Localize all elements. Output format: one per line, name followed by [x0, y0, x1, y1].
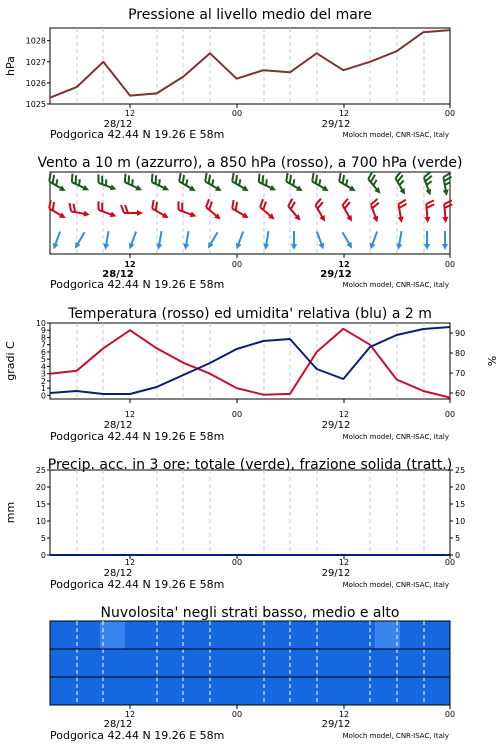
x-tick-label: 12 — [124, 558, 136, 567]
x-tick-label: 00 — [231, 558, 243, 567]
location-label: Podgorica 42.44 N 19.26 E 58m — [50, 278, 225, 291]
pressure-line — [50, 30, 450, 98]
wind-barb-10m — [102, 231, 111, 251]
x-tick-label: 00 — [444, 710, 456, 719]
x-date-label: 29/12 — [320, 269, 352, 280]
y-tick-label: 6 — [40, 347, 46, 357]
cloud-cell — [350, 649, 376, 677]
cloud-cell — [100, 649, 126, 677]
cloud-cell — [250, 621, 276, 649]
cloud-cell — [400, 649, 426, 677]
x-date-label: 29/12 — [321, 568, 351, 579]
wind-barb-700hPa — [282, 173, 307, 194]
wind-barb-700hPa — [308, 173, 333, 194]
wind-barb-10m — [368, 231, 380, 251]
cloud-cell — [75, 649, 101, 677]
x-date-label: 29/12 — [321, 119, 351, 130]
y-tick-label: 8 — [40, 333, 46, 343]
x-tick-label: 00 — [231, 410, 243, 419]
wind-barb-700hPa — [175, 173, 200, 194]
plot-frame-0 — [50, 28, 450, 104]
y-tick-label: 15 — [35, 500, 46, 509]
y-tick-label: 7 — [40, 340, 46, 350]
wind-barb-10m — [234, 231, 246, 251]
y-tick-label: 5 — [40, 355, 46, 365]
y-tick-label: 10 — [455, 517, 466, 526]
y-tick-label: 20 — [35, 483, 46, 492]
y-tick-label: 15 — [455, 500, 466, 509]
wind-barb-10m — [262, 231, 271, 251]
location-label: Podgorica 42.44 N 19.26 E 58m — [50, 128, 225, 141]
x-tick-label: 00 — [444, 410, 456, 419]
y-tick-label: 4 — [40, 362, 46, 372]
wind-barb-700hPa — [391, 172, 412, 197]
wind-barb-850hPa — [338, 199, 359, 224]
y-tick-label: 3 — [40, 369, 46, 379]
x-tick-label: 12 — [338, 260, 350, 269]
cloud-cell — [300, 677, 326, 705]
x-date-label: 28/12 — [103, 568, 133, 579]
cloud-cell — [300, 649, 326, 677]
x-tick-label: 12 — [124, 710, 136, 719]
y-axis-label: mm — [4, 501, 17, 524]
cloud-cell — [200, 621, 226, 649]
wind-barb-850hPa — [441, 200, 454, 223]
cloud-cell — [275, 649, 301, 677]
wind-barb-10m — [314, 231, 326, 251]
cloud-cell — [225, 677, 251, 705]
y-tick-label: 5 — [455, 534, 461, 543]
wind-barb-700hPa — [121, 174, 146, 193]
y-axis-label: hPa — [4, 56, 17, 76]
x-tick-label: 12 — [338, 558, 350, 567]
cloud-cell — [125, 621, 151, 649]
wind-barb-10m — [442, 231, 448, 250]
x-date-label: 28/12 — [103, 119, 133, 130]
wind-barb-700hPa — [45, 173, 70, 194]
y-tick-label: 9 — [40, 326, 46, 336]
cloud-cell — [275, 621, 301, 649]
cloud-cell — [75, 621, 101, 649]
wind-barb-850hPa — [68, 203, 92, 218]
y-tick-label: 1028 — [25, 36, 46, 46]
wind-barb-10m — [424, 231, 430, 250]
humidity-line — [50, 327, 450, 394]
x-tick-label: 12 — [338, 109, 350, 118]
wind-barb-850hPa — [256, 199, 280, 222]
model-credit: Moloch model, CNR-ISAC, Italy — [342, 131, 449, 139]
x-tick-label: 00 — [231, 260, 243, 269]
wind-barb-10m — [127, 231, 139, 251]
wind-barb-10m — [51, 231, 63, 251]
x-tick-label: 00 — [231, 109, 243, 118]
y-tick-label: 60 — [455, 389, 466, 398]
location-label: Podgorica 42.44 N 19.26 E 58m — [50, 578, 225, 591]
location-label: Podgorica 42.44 N 19.26 E 58m — [50, 430, 225, 443]
wind-barb-850hPa — [121, 205, 143, 216]
cloud-cell — [225, 621, 251, 649]
wind-barb-700hPa — [68, 174, 93, 193]
y-tick-label: 0 — [40, 391, 46, 401]
wind-barb-10m — [72, 231, 87, 250]
y2-axis-label: % — [485, 355, 498, 367]
wind-barb-10m — [182, 231, 191, 251]
wind-barb-850hPa — [423, 200, 436, 223]
cloud-cell — [425, 621, 451, 649]
wind-barb-10m — [205, 231, 220, 250]
wind-barb-700hPa — [95, 174, 119, 192]
wind-barb-700hPa — [440, 173, 455, 197]
cloud-cell — [125, 649, 151, 677]
cloud-cell — [400, 677, 426, 705]
cloud-cell — [50, 621, 76, 649]
wind-barb-850hPa — [202, 199, 226, 222]
y-tick-label: 1026 — [25, 78, 46, 88]
cloud-cell — [150, 621, 176, 649]
y-tick-label: 1 — [40, 384, 46, 394]
y-tick-label: 80 — [455, 349, 466, 358]
wind-barb-850hPa — [284, 199, 307, 223]
model-credit: Moloch model, CNR-ISAC, Italy — [342, 581, 449, 589]
cloud-cell — [350, 677, 376, 705]
cloud-cell — [325, 649, 351, 677]
x-date-label: 28/12 — [102, 269, 134, 280]
y-tick-label: 10 — [35, 517, 46, 526]
wind-barb-850hPa — [311, 199, 332, 224]
cloud-cell — [100, 677, 126, 705]
plot-frame-1 — [50, 172, 450, 254]
model-credit: Moloch model, CNR-ISAC, Italy — [342, 433, 449, 441]
wind-barb-700hPa — [364, 172, 387, 196]
chart-title: Pressione al livello medio del mare — [128, 7, 372, 23]
x-date-label: 28/12 — [103, 420, 133, 431]
x-date-label: 28/12 — [103, 719, 133, 730]
cloud-cell — [175, 677, 201, 705]
y-tick-label: 0 — [40, 551, 46, 560]
wind-barb-700hPa — [228, 173, 253, 194]
location-label: Podgorica 42.44 N 19.26 E 58m — [50, 729, 225, 742]
y-tick-label: 1025 — [25, 100, 46, 109]
model-credit: Moloch model, CNR-ISAC, Italy — [342, 732, 449, 740]
wind-barb-850hPa — [95, 201, 119, 219]
model-credit: Moloch model, CNR-ISAC, Italy — [342, 281, 449, 289]
y-tick-label: 90 — [455, 329, 466, 338]
wind-barb-10m — [340, 231, 355, 250]
y-tick-label: 20 — [455, 483, 466, 492]
x-date-label: 29/12 — [321, 420, 351, 431]
y-tick-label: 25 — [455, 466, 466, 475]
cloud-cell — [250, 677, 276, 705]
cloud-cell — [125, 677, 151, 705]
wind-barb-700hPa — [201, 173, 226, 194]
wind-barb-700hPa — [255, 174, 280, 193]
y-tick-label: 70 — [455, 369, 466, 378]
cloud-cell — [300, 621, 326, 649]
chart-title: Precip. acc. in 3 ore: totale (verde), frazione solida (tratt.) — [47, 457, 453, 473]
y-tick-label: 0 — [455, 551, 461, 560]
x-tick-label: 12 — [124, 109, 136, 118]
chart-title: Temperatura (rosso) ed umidita' relativa (blu) a 2 m — [68, 306, 432, 322]
cloud-cell — [175, 621, 201, 649]
wind-barb-10m — [395, 231, 404, 251]
x-tick-label: 12 — [338, 410, 350, 419]
x-tick-label: 12 — [124, 260, 136, 269]
cloud-cell — [200, 649, 226, 677]
cloud-cell — [100, 621, 126, 649]
cloud-cell — [325, 621, 351, 649]
cloud-cell — [75, 677, 101, 705]
wind-barb-700hPa — [420, 172, 438, 196]
y-tick-label: 10 — [35, 319, 46, 328]
x-date-label: 29/12 — [321, 719, 351, 730]
wind-barb-850hPa — [148, 200, 173, 221]
wind-barb-850hPa — [45, 200, 70, 221]
y-tick-label: 2 — [40, 376, 46, 386]
y-tick-label: 1027 — [25, 57, 46, 67]
cloud-cell — [50, 649, 76, 677]
wind-barb-10m — [291, 231, 297, 250]
cloud-cell — [250, 649, 276, 677]
temperature-line — [50, 329, 450, 398]
x-tick-label: 12 — [124, 410, 136, 419]
cloud-cell — [350, 621, 376, 649]
cloud-cell — [325, 677, 351, 705]
wind-barb-850hPa — [175, 201, 199, 219]
x-tick-label: 12 — [338, 710, 350, 719]
cloud-cell — [400, 621, 426, 649]
cloud-cell — [425, 677, 451, 705]
x-tick-label: 00 — [444, 109, 456, 118]
wind-barb-700hPa — [148, 174, 173, 193]
plot-frame-3 — [50, 470, 450, 555]
cloud-cell — [50, 677, 76, 705]
cloud-cell — [425, 649, 451, 677]
cloud-cell — [150, 677, 176, 705]
y-tick-label: 5 — [40, 534, 46, 543]
chart-title: Vento a 10 m (azzurro), a 850 hPa (rosso), a 700 hPa (verde) — [37, 155, 463, 171]
cloud-cell — [175, 649, 201, 677]
x-tick-label: 00 — [231, 710, 243, 719]
cloud-cell — [275, 677, 301, 705]
y-tick-label: 25 — [35, 466, 46, 475]
wind-barb-700hPa — [335, 173, 360, 194]
y-axis-label: gradi C — [4, 341, 17, 381]
plot-frame-2 — [50, 323, 450, 399]
cloud-cell — [150, 649, 176, 677]
wind-barb-850hPa — [228, 200, 253, 221]
cloud-cell — [200, 677, 226, 705]
cloud-cell — [225, 649, 251, 677]
wind-barb-10m — [155, 231, 164, 251]
x-tick-label: 00 — [444, 558, 456, 567]
chart-title: Nuvolosita' negli strati basso, medio e alto — [100, 605, 400, 621]
x-tick-label: 00 — [444, 260, 456, 269]
